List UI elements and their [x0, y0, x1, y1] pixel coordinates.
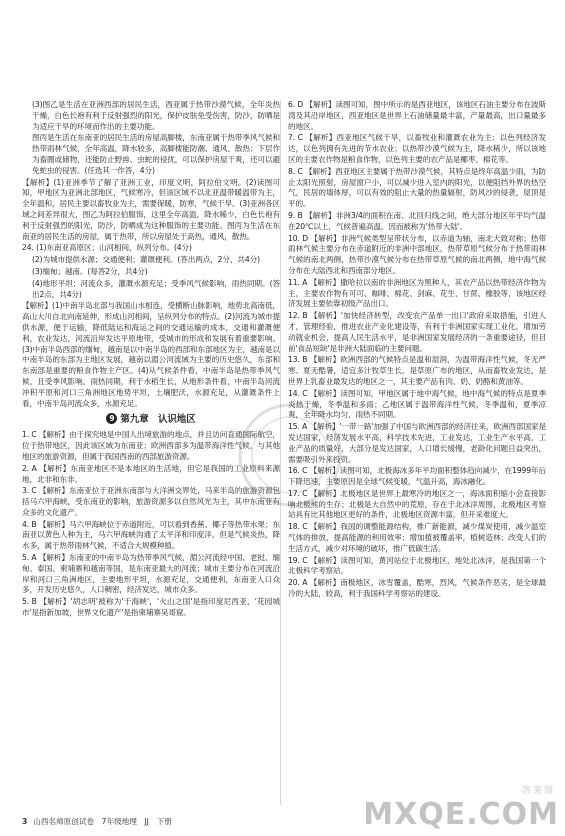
question-24-part-2: (2)为城市提供水源；交通便利；灌溉便利。(答出两点，2分，共4分)	[32, 255, 260, 265]
answer-item: 5. A 【解析】东南亚的中南半岛为热带季风气候，湄公河流经中国、老挝、缅甸、泰国、柬埔寨和越南等国，是东南亚最大的河流；城市主要分布在河流沿岸和河口三角洲地区，主要地形平坦，水源充足，交通便利，东南亚人口众多，开发历史悠久，人口稠密，经济发达，城市众多。	[22, 553, 280, 595]
question-24-part-3: (3)缅甸；越南。(每答2分，共4分)	[32, 266, 148, 276]
answer-item: 13. B 【解析】欧洲西部的气候特点是温和湿润，为温带海洋性气候，冬无严寒、夏无酷暑，适宜多汁牧草生长，是草原广布的地区，从而畜牧业发达，是世界上乳畜业最发达的地区之一，其主要产品有肉、奶、奶酪和黄油等。	[288, 355, 546, 386]
answer-paragraph: (3)图乙是生活在亚洲西部的居民生活，西亚属于热带沙漠气候，全年炎热干燥，白色长袍有利于反射强烈的阳光，保护皮肤免受伤害，防沙，防晒是为适应干旱的环境而作出的主要功能。	[32, 100, 280, 131]
chapter-title: 第九章 认识地区	[120, 414, 196, 426]
left-column	[22, 100, 280, 620]
answer-item: 10. D 【解析】非洲气候类型呈带状分布，以赤道为轴，南北大致对称；热带雨林气候主要分布在赤道附近的非洲中部地区，热带草原气候分布于热带雨林气候的南北两侧，热带沙漠气候分布在热带草原气候的南北两侧，地中海气候分布在大陆西北和西南部分地区。	[288, 233, 546, 275]
answer-item: 3. C 【解析】东南亚位于亚洲东南部与大洋洲交界处，马来半岛的旅游资源包括马六甲海峡，受东南亚的影响，旅游资源多以自然风光为主，其中东南亚有众多的文化遗产。	[22, 486, 280, 517]
page-number: 3	[22, 817, 28, 826]
answer-item: 1. C 【解析】由于探究地是中国人出境旅游的地点，并且访问直通国际航空，位于热带地区，因此该区域为东南亚；欧洲西部多为温带海洋性气候，与其他地区的旅游资源，但属于我国西南的西部旅游资源。	[22, 430, 280, 461]
answer-item: 12. B 【解析】'加快经济转型，改变农产品单一出口'政府采取措施，引进人才，管理经验，推进农业产业化建设等，有利于非洲国家实现工业化，增加劳动就业机会，提高人民生活水平，是非洲国家发展经济的一条重要途径，但目前'食品短缺'是非洲大陆面临的主要问题。	[288, 311, 546, 353]
question-24-answer: 24. (1)东南亚高原区；山河相间，纵列分布。(4分)	[22, 243, 192, 253]
column-divider	[280, 100, 281, 805]
answer-item: 8. C 【解析】西亚地区主要属于热带沙漠气候，其特点是终年高温少雨，为防止太阳光照射，房屋窗户小，可以减少进入室内的阳光，以便阻挡外界的热空气，民居的墙体厚，可以有效的阻止大量的热量辐射，防风沙的侵袭，屋顶是平的。	[288, 166, 546, 209]
answer-item: 9. B 【解析】非洲3/4的面积在南、北回归线之间，绝大部分地区年平均气温在20℃以上，气候普遍高温，因而被称为'热带大陆'。	[288, 210, 546, 231]
chapter-heading	[22, 413, 280, 426]
answer-item: 18. C 【解析】我国的调整能源结构，推广新能源，减少煤炭使用，减少温室气体的排放，提高能源的利用效率；增加植被覆盖率，植树造林；改变人们的生活方式，减少对环境的破坏，推广低碳生活。	[288, 522, 546, 553]
answer-item: 17. C 【解析】北极地区是世界上最寒冷的地区之一，海冰面积缩小会直接影响北极熊的生存；北极是大自然中的荒原，存在于北冰洋周围，北极地区考察站具有比其他地区更好的条件，北极地区资源丰富，但开采难度大。	[288, 488, 546, 520]
answer-item: 2. A 【解析】东南亚地区不是本地区的生活地，但它是我国的工业原料来源地，北非和东非。	[22, 463, 280, 484]
question-24-part-4: (4)地形平坦；河流众多，灌溉水源充足；受季风气候影响，雨热同期。(答出2点，共4分)	[32, 278, 280, 299]
answer-paragraph: 图丙是生活在东南亚的居民生活的房屋高脚楼，东南亚属于热带季风气候和热带雨林气候，全年高温，降水较多，高脚楼能防潮、通风、散热；下层作为畜圈或储物，还能防止野兽、虫蛇的侵扰，可以保护房屋干爽，还可以避免蛇虫的侵害。(任选其一作答，4分)	[32, 133, 280, 175]
page-footer	[22, 816, 172, 827]
answer-item: 20. A 【解析】南极地区，冰雪覆盖，酷寒，烈风，气候条件恶劣，是全球最冷的大陆，较高，利于我国科学考察站的建设。	[288, 578, 546, 599]
site-watermark-caption: 答案圈	[521, 786, 555, 796]
site-watermark-logo: MXQE.COM	[363, 797, 559, 832]
answer-item: 5. B 【解析】'胡志明'被称为'干海峡'，'火山之国'是指印度尼西亚，'花园城市'是指新加坡，世界文化遗产'是指柬埔寨吴哥窟。	[22, 597, 280, 618]
analysis-paragraph: 【解析】(1)中南半岛北部与我国山水相连，受横断山脉影响，地势北高南低，高山大川自北向南延伸，形成山河相间，呈纵列分布的特点。(2)河流为城市提供水源，便于运输，降低陆运和海运之间的交通运输的成本，交通和灌溉便利，农业发达，河流沿岸发达平原地带，受城市的形成和发展有着重要影响。(3)中南半岛西部的缅甸，越南是以中南半岛的西部和东部地区为主，越南是以中南半岛的东部为主地区发展，越南以湄公河流域为主要的历史悠久，东部和东南部是重要的粮食作物主产区。(4)从气候条件看，中南半岛是热带季风气候，且受季风影响，雨热同期，利于水稻生长，从地形条件看，中南半岛河流冲积平原和河口三角洲地区地势平坦，土壤肥沃，水源充足，从灌溉条件上看，中南半岛河流众多，水源充足。	[22, 301, 280, 408]
answer-item: 16. C 【解析】读图可知，北极海冰多年平均面积整体趋向减少，在1999年后下降迅速，主要原因是全球气候变暖，气温升高，海冰融化。	[288, 466, 546, 487]
answer-item: 7. C 【解析】西亚地区气候干旱，以畜牧业和灌溉农业为主；以色列经济发达，以色列拥有先进的节水农业；以热带沙漠气候为主，降水稀少，所以该地区的主要农作物是粮食作物，以色列主要的农产品是椰枣、棉花等。	[288, 133, 546, 164]
answer-item: 11. A 【解析】撒哈拉以南的非洲地区为黑种人，其农产品以热带经济作物为主，主要农作物有可可、咖啡、棉花、剑麻、花生、甘蔗、橡胶等，该地区经济发展主要依靠初级产品出口。	[288, 277, 546, 309]
footer-text: 山西名师原创试卷 7年级地理 JJ 下册	[33, 817, 172, 826]
answer-item: 19. C 【解析】读图可知，黄河站位于北极地区，地处北冰洋，是我国第一个北极科学考察站。	[288, 555, 546, 576]
analysis-paragraph: 【解析】(1)亚洲季节了解了亚洲工业，印度文明，阿拉伯文明。(2)读图可知，甲地区为亚洲北部地区，气候寒冷，但该区域不以北亚温带暖温带为主，全年温和，居民主要以畜牧业为主，需要保暖，防寒，气候干旱。(3)亚洲各区域之间差异很大，图乙为阿拉伯服饰，这里全年高温，降水稀少，白色长袍有利于反射强烈的阳光，防沙，防晒成为这种服饰的主要功能。图丙为生活在东南亚的居民生活的房屋，属于热带，所以房屋处于高热，通风，散热。	[22, 177, 280, 241]
answer-item: 4. B 【解析】马六甲海峡位于赤道附近，可以看到香蕉、椰子等热带水果；东南亚以黄色人种为主，马六甲海峡沟通了太平洋和印度洋，但是气候炎热，降水多，属于热带雨林气候，不适合大规模种植。	[22, 519, 280, 551]
right-column	[288, 100, 546, 601]
answer-item: 14. C 【解析】读图可知，甲地区属于地中海气候，地中海气候的特点是夏季炎热干燥，冬季温和多雨；乙地区属于温带海洋性气候，冬季温和，夏季凉爽，全年降水均匀，雨热不同期。	[288, 388, 546, 420]
answer-item: 15. A 【解析】'一带一路'加强了中国与欧洲西部的经济往来，欧洲西部国家是发达国家，经济发展水平高，科学技术先进，工业发达，工业生产水平高，工业产品的质量好，大部分是发达国家，人口增长缓慢，老龄化问题日益突出，需要吸引外来投资。	[288, 422, 546, 464]
chapter-number-badge: 9	[106, 413, 117, 424]
answer-item: 6. D 【解析】读图可知，图中所示的是西亚地区，该地区石油主要分布在波斯湾及其沿岸地区，西亚地区是世界上石油储量最丰富，产量最高，出口量最多的地区。	[288, 100, 546, 131]
